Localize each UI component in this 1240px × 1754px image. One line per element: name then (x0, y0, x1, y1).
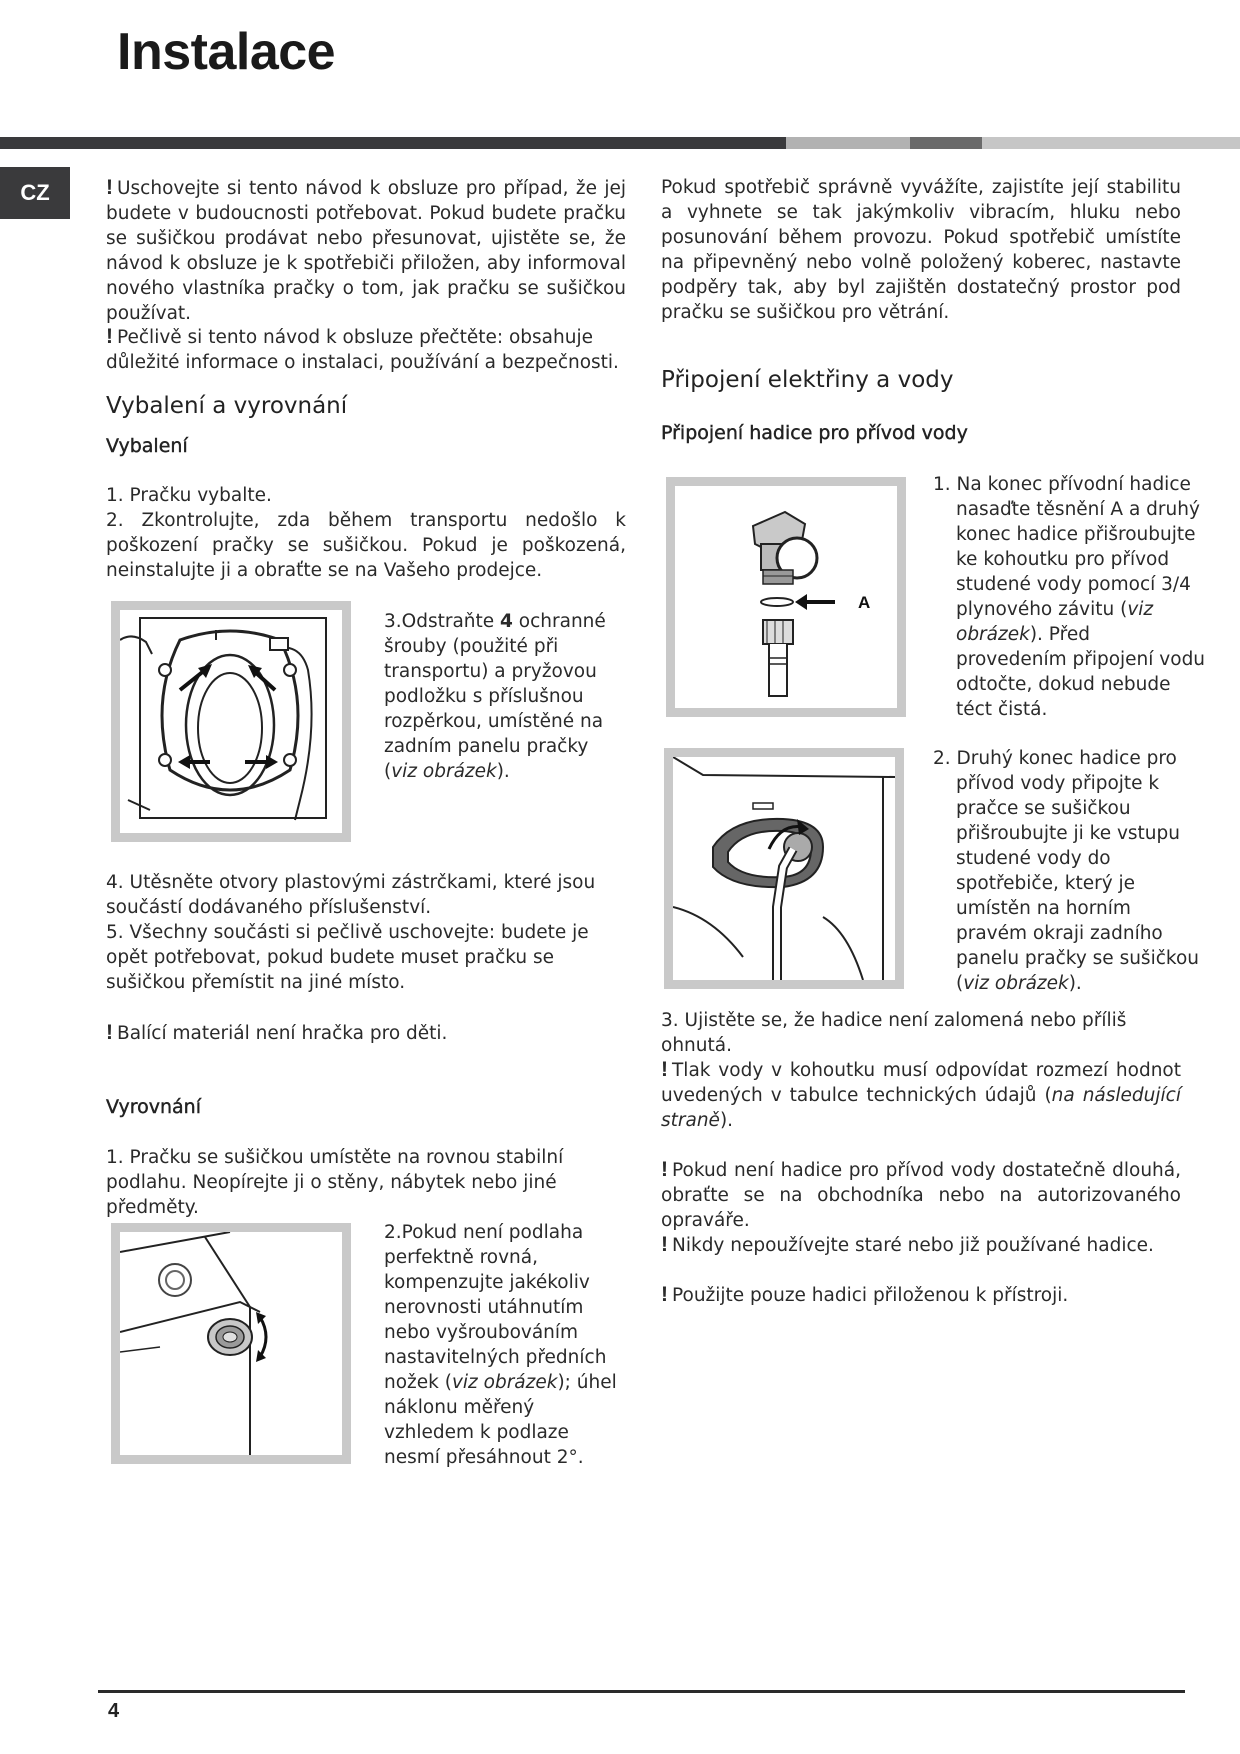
warning-keep-manual (106, 175, 626, 326)
warning-read-manual (106, 324, 631, 375)
hose-step1-text-prefix: Na konec přívodní hadice nasaďte těsnění A a druhý konec hadice přišroubujte ke kohoutku pro přívod studené vody pomocí 3/4 plynového závitu ( (956, 474, 1200, 620)
warning-supplied-hose (661, 1282, 1181, 1308)
warning-text: Pečlivě si tento návod k obsluze přečtěte: obsahuje důležité informace o instalaci, používání a bezpečnosti. (106, 327, 619, 373)
step3-bolt-count: 4 (500, 611, 513, 632)
warning-old-hoses (661, 1232, 1181, 1258)
figure-rear-panel-bolts (111, 601, 351, 842)
unpack-steps-4-5: 4. Utěsněte otvory plastovými zástrčkami, které jsou součástí dodávaného příslušenství. 5. Všechny součásti si pečlivě uschovejte: budete je opět potřebovat, pokud budete muset pračku se sušičkou přemístit na jiné místo. (106, 872, 596, 993)
hose-step2-text-prefix: Druhý konec hadice pro přívod vody připojte k pračce se sušičkou přišroubujte ji ke vstupu studené vody do spotřebiče, který je umístěn na horním pravém okraji zadního panelu pračky se sušičkou ( (956, 748, 1199, 994)
warning-mark: ! (661, 1058, 668, 1081)
warning-text: Tlak vody v kohoutku musí odpovídat rozmezí hodnot uvedených v tabulce technických údajů ( (661, 1060, 1181, 1106)
page-number: 4 (108, 1700, 120, 1722)
hose-step-2 (933, 746, 1206, 996)
rear-panel-illustration (120, 610, 342, 833)
warning-text: Balící materiál není hračka pro děti. (117, 1023, 448, 1044)
hose-step1-number: 1. (933, 474, 951, 495)
step3-text-middle: ochranné šrouby (použité při transportu) a pryžovou podložku s příslušnou rozpěrkou, umístěné na zadním panelu pračky ( (384, 611, 606, 782)
levelling-intro: Pokud spotřebič správně vyvážíte, zajistíte její stabilitu a vyhnete se tak jakýmkoliv vibracím, hluku nebo posunování během provozu. Pokud spotřebič umístíte na připevněný nebo volně položený koberec, nastavte podpěry tak, aby byl zajištěn dostatečný prostor pod pračku se sušičkou pro větrání. (661, 177, 1181, 323)
unpack-steps-1-2: 1. Pračku vybalte. 2. Zkontrolujte, zda během transportu nedošlo k poškození pračky se sušičkou. Pokud je poškozená, neinstalujte ji a obraťte se na Vašeho prodejce. (106, 485, 626, 581)
figure-adjustable-feet (111, 1223, 351, 1464)
language-tab: CZ (0, 167, 70, 219)
warning-mark: ! (661, 1233, 668, 1256)
section-unpack-heading: Vybalení a vyrovnání (106, 393, 348, 419)
warning-water-pressure (661, 1057, 1181, 1133)
subsection-hose-heading: Připojení hadice pro přívod vody (661, 422, 968, 444)
hose-step2-figure-ref: viz obrázek (963, 973, 1069, 994)
header-bar-pale (982, 137, 1240, 149)
warning-text-suffix: ). (719, 1110, 734, 1131)
level-step2-text-prefix: 2.Pokud není podlaha perfektně rovná, kompenzujte jakékoliv nerovnosti utáhnutím nebo vyšroubováním nastavitelných předních nožek ( (384, 1222, 607, 1393)
warning-page-ref: na následující straně (661, 1085, 1181, 1131)
hose-step-3: 3. Ujistěte se, že hadice není zalomená nebo příliš ohnutá. (661, 1010, 1127, 1056)
step3-figure-ref: viz obrázek (391, 761, 497, 782)
level-step2-figure-ref: viz obrázek (451, 1372, 558, 1393)
warning-mark: ! (106, 1021, 113, 1044)
step3-text-prefix: 3.Odstraňte (384, 611, 501, 632)
page-title: Instalace (117, 23, 336, 81)
feet-illustration (120, 1232, 342, 1455)
warning-text: Pokud není hadice pro přívod vody dostatečně dlouhá, obraťte se na obchodníka nebo na autorizovaného opraváře. (661, 1160, 1181, 1231)
footer-rule (98, 1690, 1185, 1693)
step3-text-suffix: ). (496, 761, 510, 782)
figure-inlet-connection (664, 748, 904, 989)
figure-label-a: A (858, 593, 871, 612)
hose-step2-number: 2. (933, 748, 951, 769)
inlet-illustration (673, 757, 895, 980)
warning-mark: ! (106, 325, 113, 348)
warning-text: Použijte pouze hadici přiloženou k přístroji. (672, 1285, 1069, 1306)
level-step-1: 1. Pračku se sušičkou umístěte na rovnou stabilní podlahu. Neopírejte ji o stěny, nábytek nebo jiné předměty. (106, 1147, 564, 1218)
hose-step1-figure-ref: viz obrázek (956, 599, 1154, 645)
header-bar-light (786, 137, 910, 149)
hose-step1-text-suffix: ). Před provedením připojení vodu odtočte, dokud nebude téct čistá. (956, 624, 1206, 720)
header-bar-mid (910, 137, 982, 149)
warning-mark: ! (661, 1158, 668, 1181)
warning-packaging (106, 1020, 626, 1046)
warning-hose-length (661, 1157, 1181, 1233)
unpack-step-3 (384, 609, 624, 784)
section-connect-heading: Připojení elektřiny a vody (661, 367, 954, 393)
warning-mark: ! (661, 1283, 668, 1306)
warning-mark: ! (106, 176, 113, 199)
hose-step-1 (933, 472, 1206, 722)
subsection-level-heading: Vyrovnání (106, 1096, 201, 1118)
warning-text: Uschovejte si tento návod k obsluze pro případ, že jej budete v budoucnosti potřebovat. Pokud budete pračku se sušičkou prodávat nebo přesunovat, ujistěte se, že návod k obsluze je k spotřebiči přiložen, aby informoval nového vlastníka pračky o tom, jak pračku se sušičkou používat. (106, 178, 626, 324)
warning-text: Nikdy nepoužívejte staré nebo již používané hadice. (672, 1235, 1154, 1256)
level-step-2 (384, 1220, 629, 1470)
level-step2-text-suffix: ); úhel náklonu měřený vzhledem k podlaze nesmí přesáhnout 2°. (384, 1372, 617, 1468)
hose-step2-text-suffix: ). (1068, 973, 1082, 994)
header-bar-dark (0, 137, 786, 149)
subsection-unpack-heading: Vybalení (106, 435, 188, 457)
